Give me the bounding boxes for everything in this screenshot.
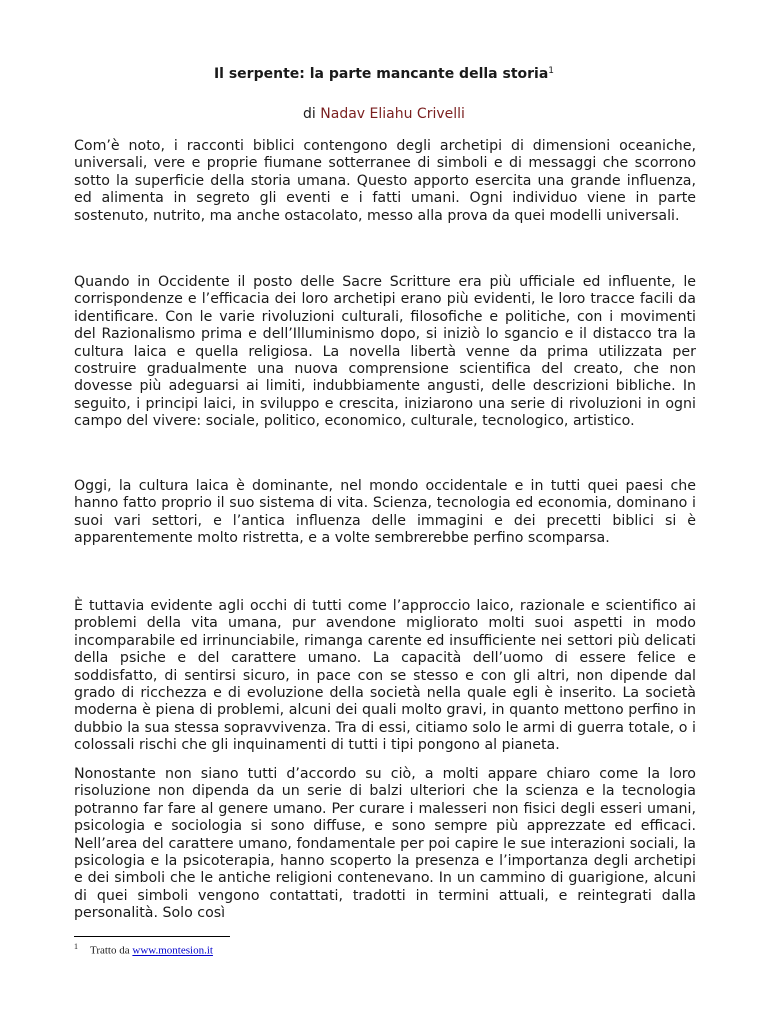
title-footnote-mark[interactable]: 1: [548, 66, 555, 76]
paragraph-3: Oggi, la cultura laica è dominante, nel mondo occidentale e in tutti quei paesi che hanno fatto proprio il suo sistema di vita. Scienza, tecnologia ed economia, dominano i suoi vari settori, e l’antica influenza delle immagini e dei precetti biblici si è apparentemente molto ristretta, e a volte sembrerebbe perfino scomparsa.: [74, 478, 696, 547]
paragraph-4: È tuttavia evidente agli occhi di tutti come l’approccio laico, razionale e scientifico ai problemi della vita umana, pur avendone migliorato molti suoi aspetti in modo incomparabile ed irrinunciabile, rimanga carente ed insufficiente nei settori più delicati della psiche e del carattere umano. La capacità dell’uomo di essere felice e soddisfatto, di sentirsi sicuro, in pace con se stesso e con gli altri, non dipende dal grado di ricchezza e di evoluzione della società nella quale egli è inserito. La società moderna è piena di problemi, alcuni dei quali molto gravi, in quanto mettono perfino in dubbio la sua stessa sopravvivenza. Tra di essi, citiamo solo le armi di guerra totale, o i colossali rischi che gli inquinamenti di tutti i tipi pongono al pianeta.: [74, 598, 696, 754]
footnote: [74, 940, 213, 958]
title-text: Il serpente: la parte mancante della storia: [213, 66, 549, 82]
byline: [0, 104, 768, 124]
paragraph-2: Quando in Occidente il posto delle Sacre Scritture era più ufficiale ed influente, le corrispondenze e l’efficacia dei loro archetipi erano più evidenti, le loro tracce facili da identificare. Con le varie rivoluzioni culturali, filosofiche e politiche, con i movimenti del Razionalismo prima e dell’Illuminismo dopo, si iniziò lo sgancio e il distacco tra la cultura laica e quella religiosa. La novella libertà venne da prima utilizzata per costruire gradualmente una nuova comprensione scientifica del creato, che non dovesse più adeguarsi ai limiti, indubbiamente angusti, delle descrizioni bibliche. In seguito, i principi laici, in sviluppo e crescita, iniziarono una serie di rivoluzioni in ogni campo del vivere: sociale, politico, economico, culturale, tecnologico, artistico.: [74, 274, 696, 430]
footnote-link[interactable]: www.montesion.it: [132, 944, 213, 957]
paragraph-5: Nonostante non siano tutti d’accordo su ciò, a molti appare chiaro come la loro risoluzione non dipenda da un serie di balzi ulteriori che la scienza e la tecnologia potranno far fare al genere umano. Per curare i malesseri non fisici degli esseri umani, psicologia e sociologia si sono diffuse, e sono sempre più apprezzate ed efficaci. Nell’area del carattere umano, fondamentale per poi capire le sue interazioni sociali, la psicologia e la psicoterapia, hanno scoperto la presenza e l’importanza degli archetipi e dei simboli che le antiche religioni contenevano. In un cammino di guarigione, alcuni di quei simboli vengono contattati, tradotti in termini attuali, e reintegrati dalla personalità. Solo così: [74, 766, 696, 922]
author-name: Nadav Eliahu Crivelli: [320, 106, 465, 122]
paragraph-1: Com’è noto, i racconti biblici contengono degli archetipi di dimensioni oceaniche, universali, vere e proprie fiumane sotterranee di simboli e di messaggi che scorrono sotto la superficie della storia umana. Questo apporto esercita una grande influenza, ed alimenta in segreto gli eventi e i fatti umani. Ogni individuo viene in parte sostenuto, nutrito, ma anche ostacolato, messo alla prova da quei modelli universali.: [74, 138, 696, 224]
document-title: [0, 64, 768, 84]
footnote-text: Tratto da: [90, 944, 133, 957]
byline-prefix: di: [303, 106, 316, 122]
footnote-divider: [74, 936, 230, 937]
footnote-mark: 1: [74, 942, 78, 951]
